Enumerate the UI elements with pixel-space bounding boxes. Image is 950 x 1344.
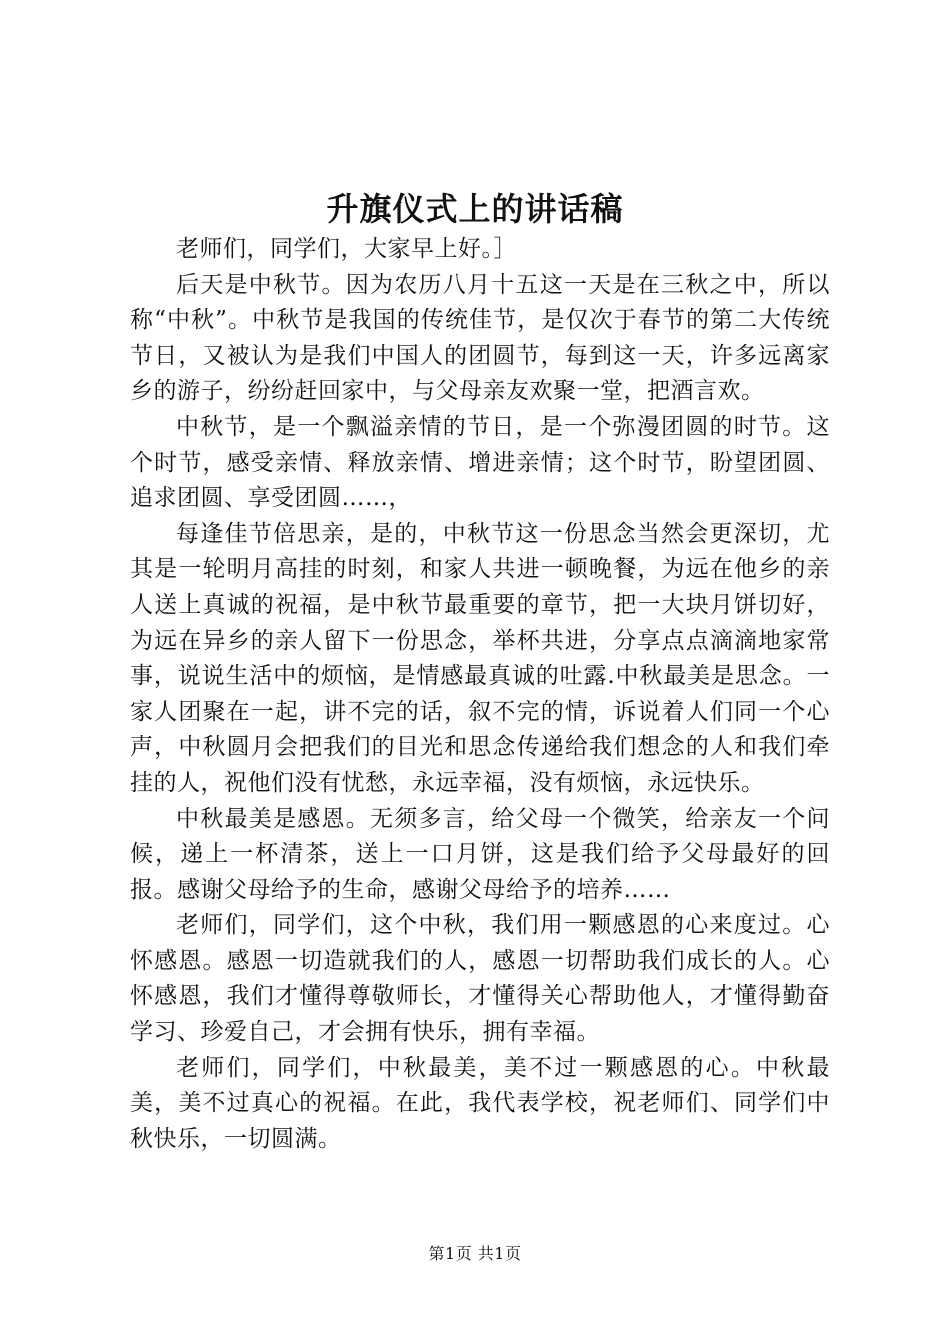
page-number-footer: 第1页 共1页 [428,1244,522,1263]
paragraph: 中秋最美是感恩。无须多言，给父母一个微笑，给亲友一个问候，递上一杯清茶，送上一口月饼，这是我们给予父母最好的回报。感谢父母给予的生命，感谢父母给予的培养…… [130,805,830,903]
paragraph: 每逢佳节倍思亲，是的，中秋节这一份思念当然会更深切，尤其是一轮明月高挂的时刻，和家人共进一顿晚餐，为远在他乡的亲人送上真诚的祝福，是中秋节最重要的章节，把一大块月饼切好，为远在异乡的亲人留下一份思念，举杯共进，分享点点滴滴地家常事，说说生活中的烦恼，是情感最真诚的吐露.中秋最美是思念。一家人团聚在一起，讲不完的话，叙不完的情，诉说着人们同一个心声，中秋圆月会把我们的目光和思念传递给我们想念的人和我们牵挂的人，祝他们没有忧愁，永远幸福，没有烦恼，永远快乐。 [130,520,830,796]
document-body [130,232,830,1157]
document-title: 升旗仪式上的讲话稿 [326,190,624,228]
paragraph: 后天是中秋节。因为农历八月十五这一天是在三秋之中，所以称“中秋”。中秋节是我国的传统佳节，是仅次于春节的第二大传统节日，又被认为是我们中国人的团圆节，每到这一天，许多远离家乡的游子，纷纷赶回家中，与父母亲友欢聚一堂，把酒言欢。 [130,271,830,405]
paragraph-greeting: 老师们，同学们，大家早上好。］ [176,236,517,262]
paragraph: 中秋节，是一个飘溢亲情的节日，是一个弥漫团圆的时节。这个时节，感受亲情、释放亲情、增进亲情；这个时节，盼望团圆、追求团圆、享受团圆……， [130,413,830,512]
paragraph-closing: 老师们，同学们，中秋最美，美不过一颗感恩的心。中秋最美，美不过真心的祝福。在此，我代表学校，祝老师们、同学们中秋快乐，一切圆满。 [130,1054,830,1152]
paragraph: 老师们，同学们，这个中秋，我们用一颗感恩的心来度过。心怀感恩。感恩一切造就我们的人，感恩一切帮助我们成长的人。心怀感恩，我们才懂得尊敬师长，才懂得关心帮助他人，才懂得勤奋学习、珍爱自己，才会拥有快乐，拥有幸福。 [130,912,830,1046]
